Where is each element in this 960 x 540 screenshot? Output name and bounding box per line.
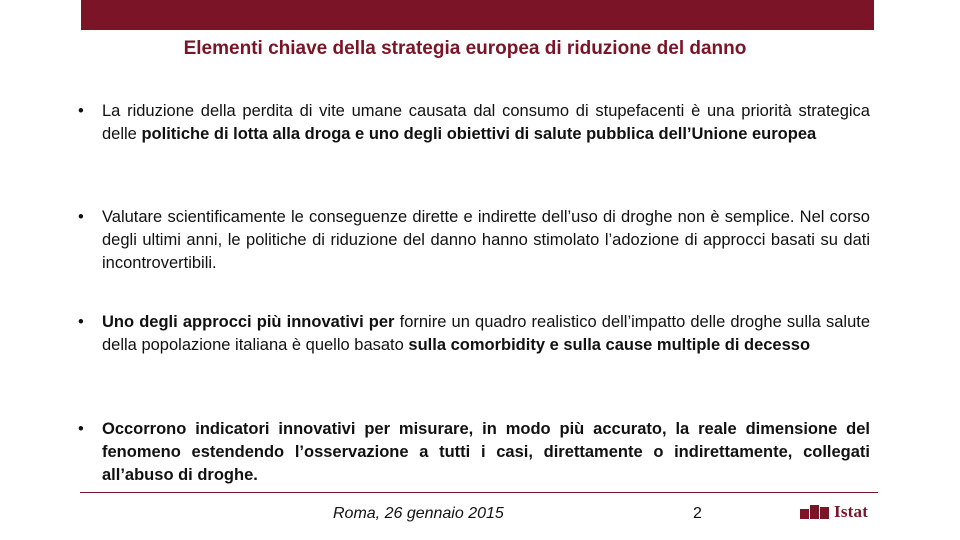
bullet-text-part-bold: sulla comorbidity e sulla cause multiple di decesso xyxy=(408,336,811,354)
bullet-text xyxy=(102,206,870,275)
bullet-item xyxy=(68,311,870,357)
istat-logo-icon xyxy=(800,505,829,519)
bullet-text-part-bold: politiche di lotta alla droga e uno degli obiettivi di salute pubblica dell’Unione europea xyxy=(141,125,817,143)
bullet-dot: • xyxy=(78,420,84,438)
bullet-text-part-bold: Occorrono indicatori innovativi per misurare, in modo più accurato, la reale dimensione del fenomeno estendendo l’osservazione a tutti i casi, direttamente o indirettamente, collegati all’abuso di droghe. xyxy=(102,420,870,484)
bullet-dot: • xyxy=(78,313,84,331)
footer-place-date: Roma, 26 gennaio 2015 xyxy=(333,505,504,522)
bullet-text xyxy=(102,100,870,146)
bullet-text-part-bold: Uno degli approcci più innovativi per xyxy=(102,313,395,331)
page-number: 2 xyxy=(693,505,702,522)
bullet-dot: • xyxy=(78,102,84,120)
bullet-text-part: Valutare scientificamente le conseguenze dirette e indirette dell’uso di droghe non è semplice. Nel corso degli ultimi anni, le politiche di riduzione del danno hanno stimolato l’adozione di approcci basati su dati incontrovertibili. xyxy=(102,208,870,272)
bullet-text-part: La riduzione della perdita di vite umane causata dal consumo di stupefacenti è una priorità strategica delle xyxy=(102,102,870,143)
istat-logo xyxy=(800,502,868,522)
bullet-text xyxy=(102,418,870,487)
slide-title xyxy=(0,38,930,60)
bullet-item xyxy=(68,100,870,146)
bullet-text-part: fornire un quadro realistico dell’impatto delle droghe sulla salute della popolazione italiana è quello basato xyxy=(102,313,871,354)
footer-divider xyxy=(80,492,878,493)
istat-logo-text: Istat xyxy=(834,502,869,521)
bullet-text xyxy=(102,311,870,357)
bullet-item xyxy=(68,206,870,275)
top-accent-bar xyxy=(81,0,874,30)
bullet-dot: • xyxy=(78,208,84,226)
bullet-item xyxy=(68,418,870,487)
slide-title-text: Elementi chiave della strategia europea di riduzione del danno xyxy=(183,38,747,59)
